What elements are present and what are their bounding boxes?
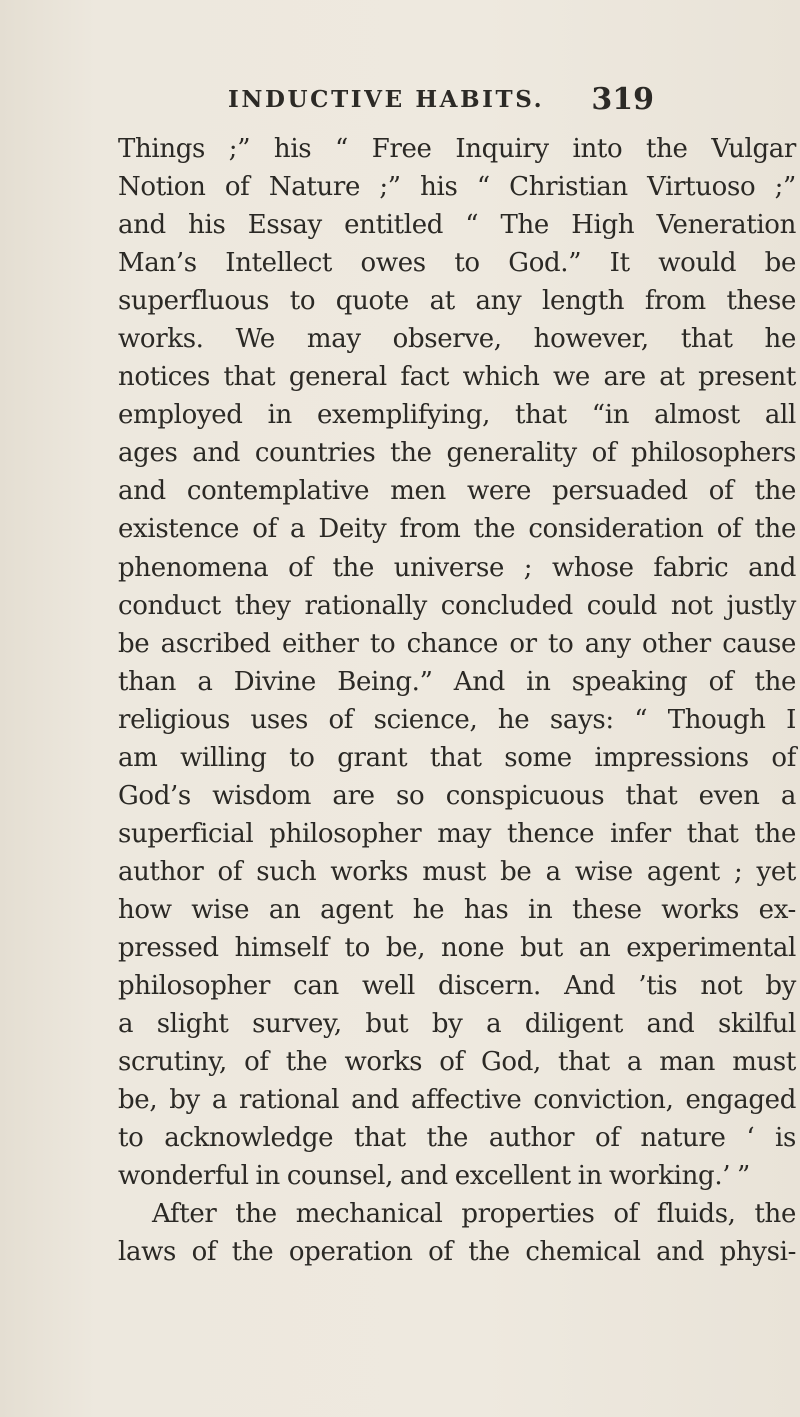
running-title: INDUCTIVE HABITS. [228, 86, 545, 113]
text-line: be, by a rational and affective conviction, engaged [118, 1085, 796, 1116]
text-line: superficial philosopher may thence infer that the [118, 818, 796, 849]
text-line: notices that general fact which we are at present [118, 362, 796, 393]
text-line: to acknowledge that the author of nature ‘ is [118, 1123, 796, 1154]
text-line: be ascribed either to chance or to any other cause [118, 628, 796, 659]
text-line: works. We may observe, however, that he [118, 324, 796, 355]
text-line: religious uses of science, he says: “ Though I [118, 704, 796, 735]
text-line: wonderful in counsel, and excellent in working.’ ” [118, 1161, 751, 1192]
text-line: than a Divine Being.” And in speaking of the [118, 666, 796, 697]
text-line: and his Essay entitled “ The High Veneration [118, 210, 796, 241]
text-line: am willing to grant that some impressions of [118, 742, 796, 773]
text-line: existence of a Deity from the consideration of the [118, 514, 796, 545]
text-line: superfluous to quote at any length from these [118, 286, 796, 317]
text-line: phenomena of the universe ; whose fabric and [118, 552, 796, 583]
text-line: how wise an agent he has in these works ex- [118, 894, 796, 925]
text-line: conduct they rationally concluded could not justly [118, 590, 796, 621]
text-line: a slight survey, but by a diligent and skilful [118, 1009, 796, 1040]
text-line: Man’s Intellect owes to God.” It would be [118, 248, 796, 279]
text-line: laws of the operation of the chemical and physi- [118, 1237, 796, 1268]
text-line: author of such works must be a wise agent ; yet [118, 856, 796, 887]
text-line: God’s wisdom are so conspicuous that even a [118, 780, 796, 811]
text-line: pressed himself to be, none but an experimental [118, 932, 796, 963]
page-header [0, 82, 800, 126]
page-number: 319 [591, 82, 654, 117]
text-line: Things ;” his “ Free Inquiry into the Vulgar [118, 134, 796, 164]
text-line: philosopher can well discern. And ’tis not by [118, 971, 796, 1002]
text-line: scrutiny, of the works of God, that a man must [118, 1047, 796, 1078]
body-text [118, 130, 796, 1271]
text-line: employed in exemplifying, that “in almost all [118, 400, 796, 431]
text-line: and contemplative men were persuaded of the [118, 476, 796, 507]
text-line: Notion of Nature ;” his “ Christian Virtuoso ;” [118, 172, 796, 203]
text-line: ages and countries the generality of philosophers [118, 438, 796, 469]
text-line: After the mechanical properties of fluids, the [152, 1199, 796, 1230]
